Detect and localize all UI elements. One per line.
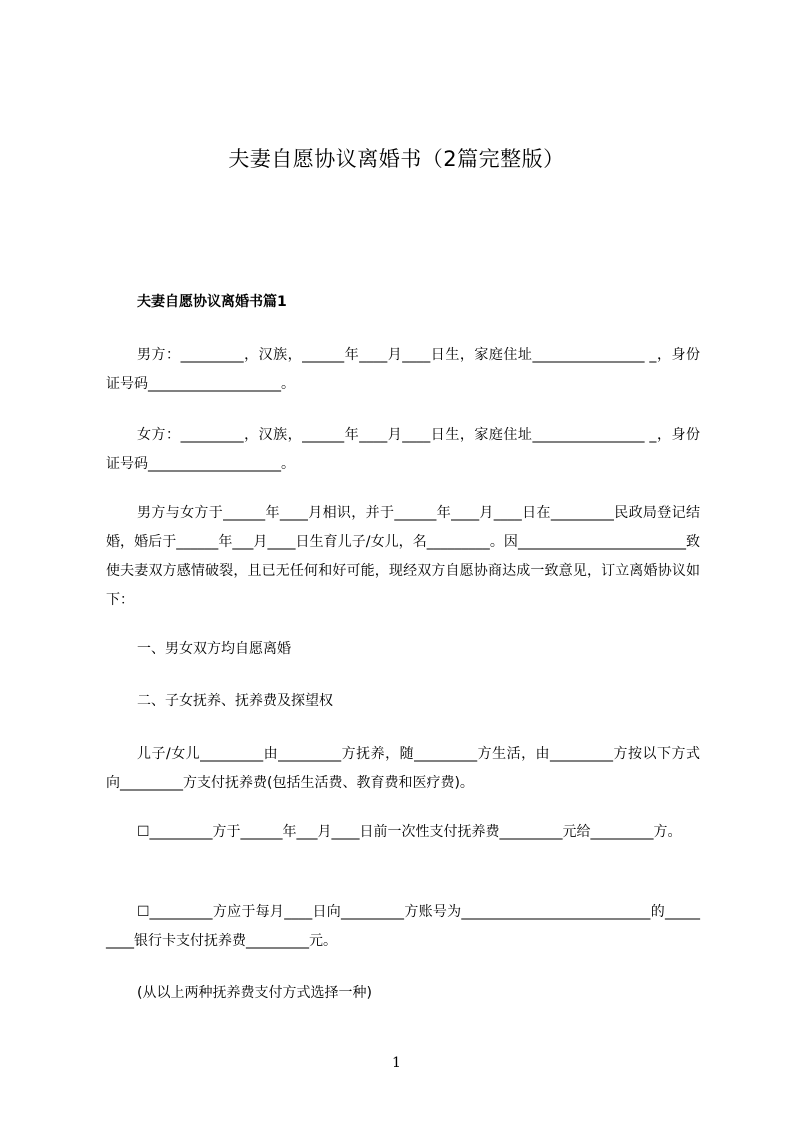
document-title: 夫妻自愿协议离婚书（2篇完整版） xyxy=(228,147,565,171)
heading-voluntary-divorce: 一、男女双方均自愿离婚 xyxy=(137,641,291,657)
custody-paragraph: 儿子/女儿_________由_________方抚养，随_________方生活，由_________方按以下方式向_________方支付抚养费(包括生活费、教育费和医疗费)。 xyxy=(106,746,700,791)
payment-note: (从以上两种抚养费支付方式选择一种) xyxy=(137,985,372,1001)
section-title: 夫妻自愿协议离婚书篇1 xyxy=(137,294,287,310)
page-number: 1 xyxy=(392,1055,401,1071)
lump-sum-option: ☐_________方于______年___月____日前一次性支付抚养费_________元给_________方。 xyxy=(137,824,682,840)
female-info-paragraph: 女方：_________，汉族，______年____月____日生，家庭住址________________ _，身份证号码___________________。 xyxy=(106,427,700,472)
monthly-option: ☐_________方应于每月____日向_________方账号为___________________________的_________银行卡支付抚养费_________元。 xyxy=(106,904,700,949)
male-info-paragraph: 男方：_________，汉族，______年____月____日生，家庭住址________________ _，身份证号码___________________。 xyxy=(106,347,700,392)
heading-child-custody: 二、子女抚养、抚养费及探望权 xyxy=(137,693,333,709)
marriage-paragraph: 男方与女方于______年____月相识，并于______年____月____日在_________民政局登记结婚，婚后于______年___月____日生育儿子/女儿，名_________。因________________________致使夫妻双方感情破裂，且已无任何和好可能，现经双方自愿协商达成一致意见，订立离婚协议如下： xyxy=(106,505,700,608)
